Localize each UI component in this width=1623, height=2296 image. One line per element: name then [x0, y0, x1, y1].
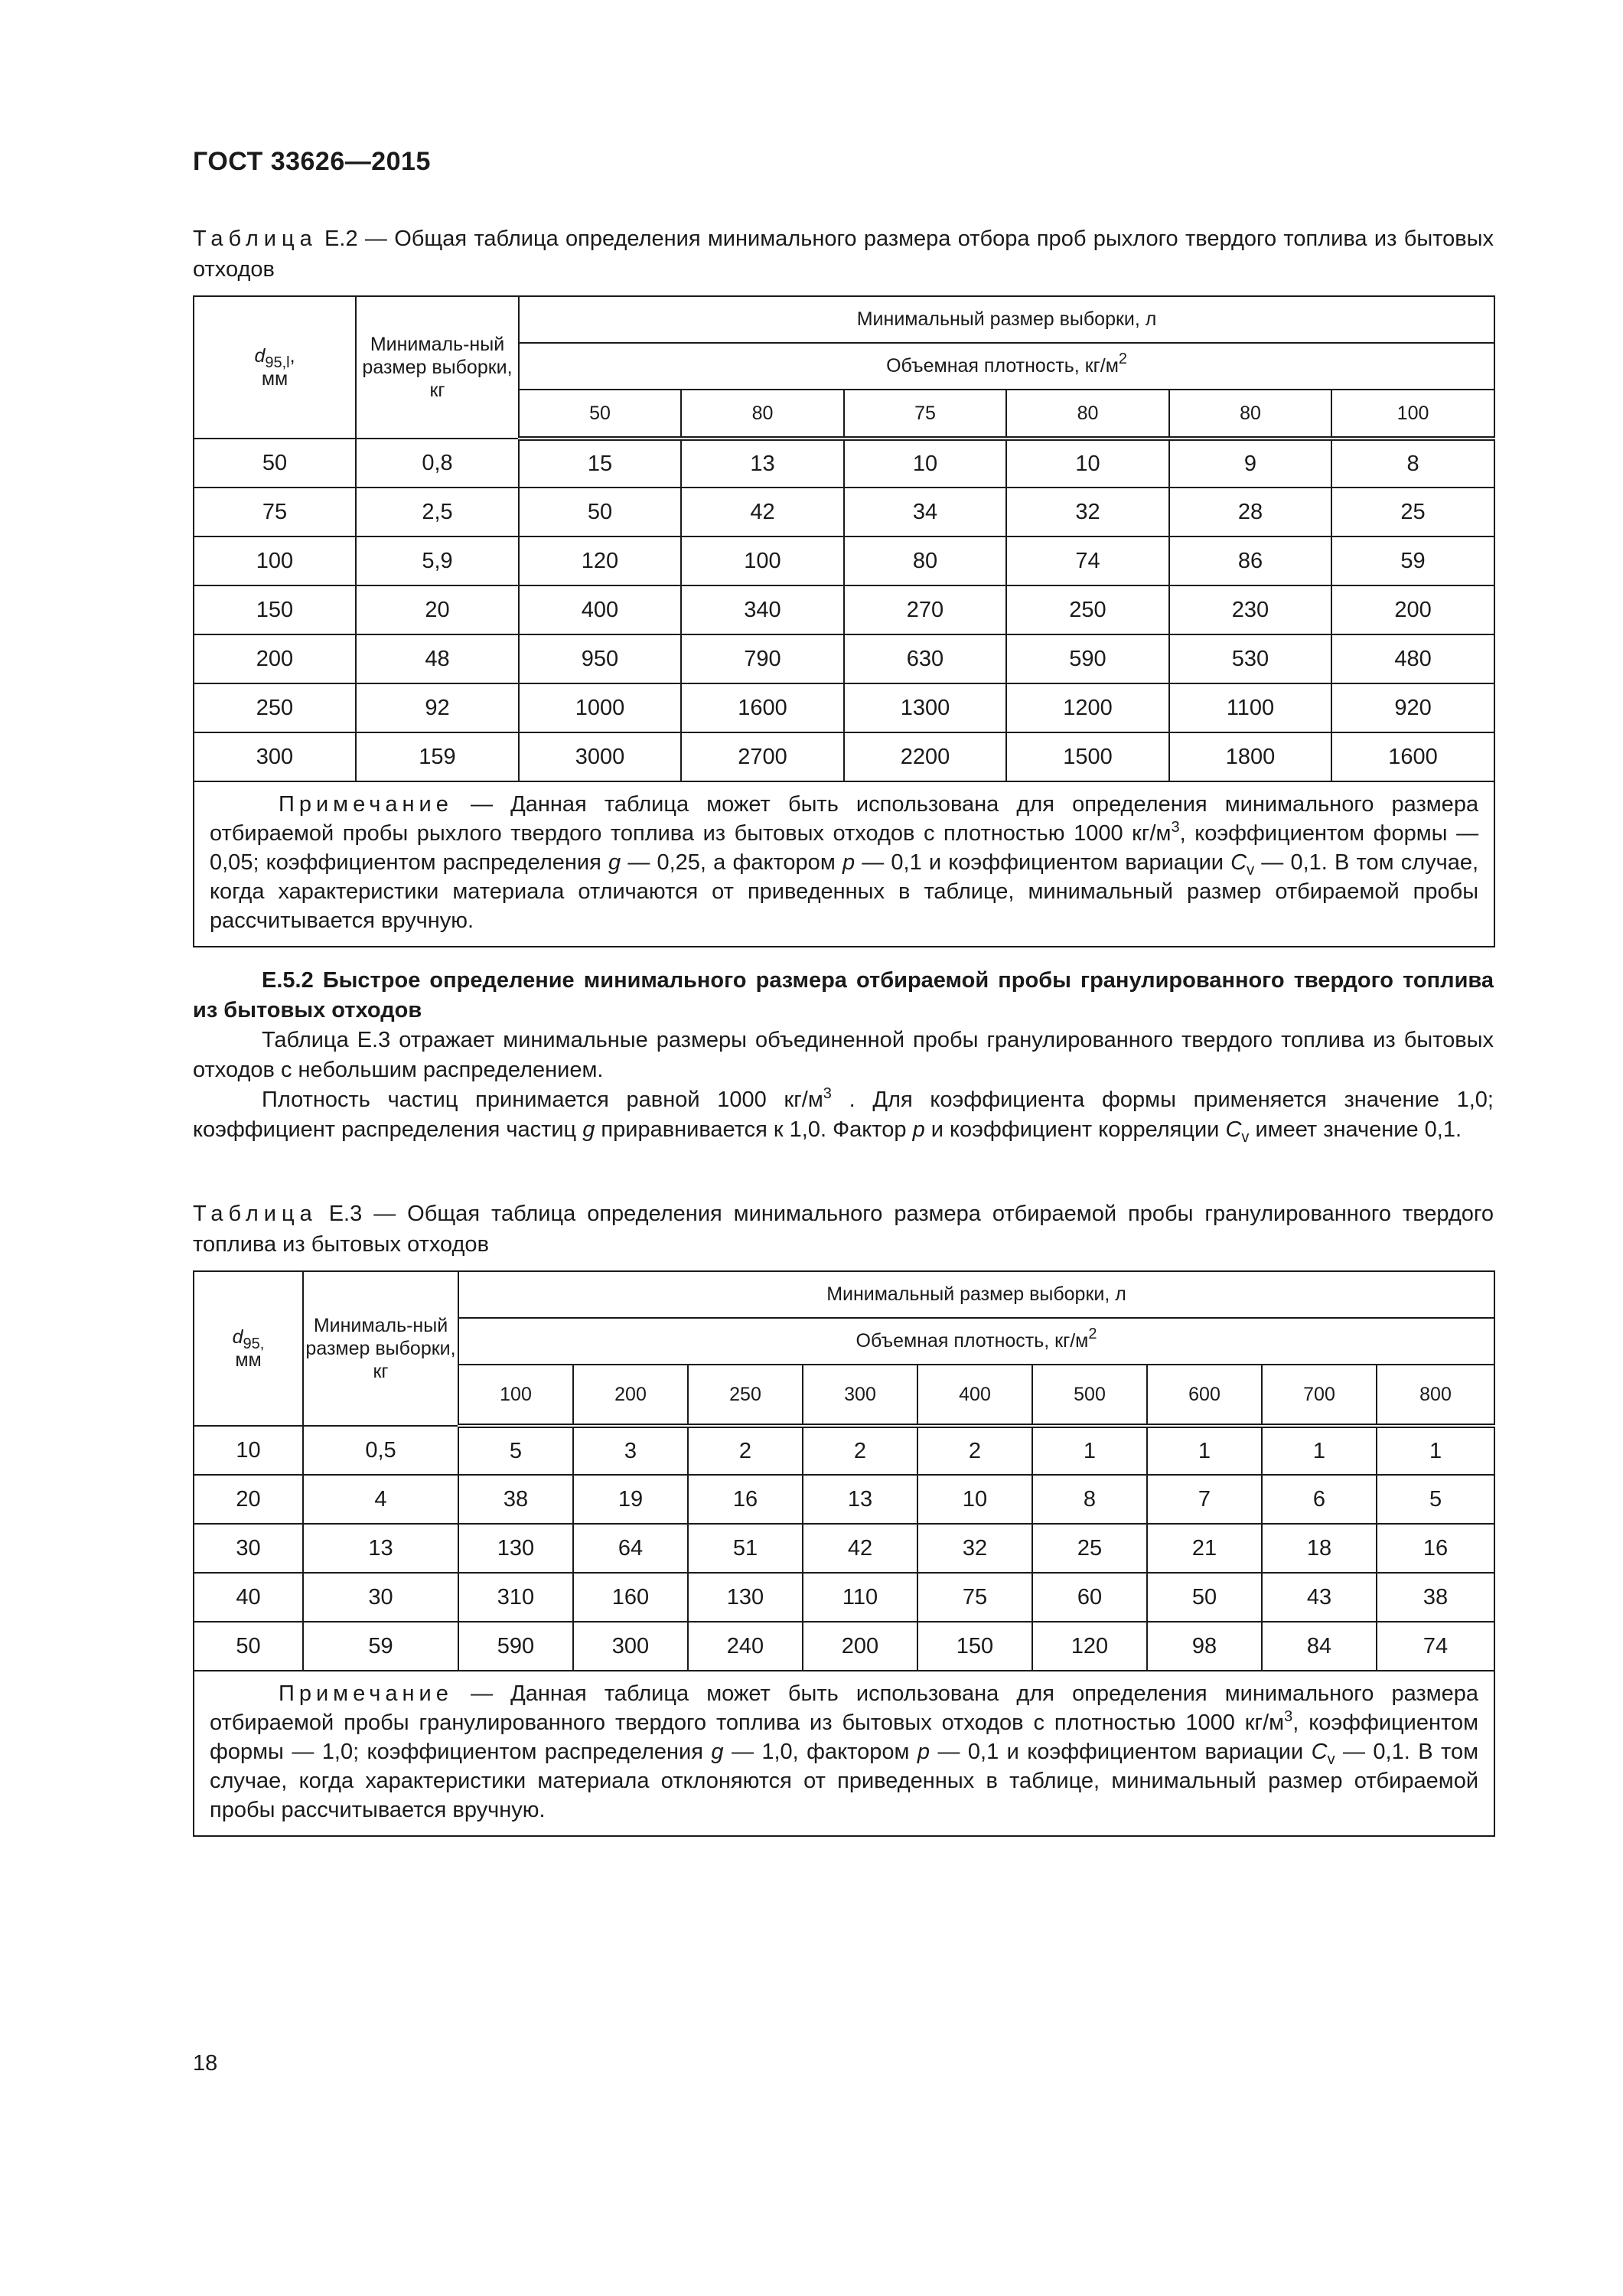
table-cell: 86 — [1169, 536, 1331, 585]
table-cell: 200 — [194, 634, 356, 683]
table-row — [194, 1475, 1494, 1524]
table-e3-density-value: 200 — [573, 1365, 688, 1426]
table-e2-density-value: 80 — [681, 390, 844, 439]
table-cell: 59 — [1331, 536, 1494, 585]
table-e3-density-value: 250 — [688, 1365, 803, 1426]
table-e3-density-header: Объемная плотность, $кг/м^2$ — [458, 1318, 1494, 1365]
table-cell: 75 — [194, 488, 356, 536]
table-cell: 34 — [844, 488, 1006, 536]
table-cell: 98 — [1147, 1622, 1262, 1671]
table-cell: 1300 — [844, 683, 1006, 732]
table-cell: 13 — [803, 1475, 917, 1524]
table-cell: 480 — [1331, 634, 1494, 683]
table-cell: 2 — [688, 1426, 803, 1475]
document-code: ГОСТ 33626—2015 — [193, 147, 431, 176]
table-cell: 2 — [917, 1426, 1032, 1475]
table-cell: 0,8 — [356, 439, 519, 488]
table-cell: 13 — [303, 1524, 458, 1573]
table-e2-density-value: 80 — [1006, 390, 1169, 439]
table-e3-caption-text: Е.3 — Общая таблица определения минимального размера отбираемой пробы гранулированного твердого топлива из бытовых отходов — [193, 1202, 1494, 1257]
table-cell: 74 — [1006, 536, 1169, 585]
table-cell: 10 — [917, 1475, 1032, 1524]
table-cell: 32 — [917, 1524, 1032, 1573]
table-cell: 42 — [803, 1524, 917, 1573]
table-cell: 1600 — [681, 683, 844, 732]
table-cell: 950 — [519, 634, 681, 683]
table-cell: 310 — [458, 1573, 573, 1622]
table-cell: 1 — [1377, 1426, 1494, 1475]
table-cell: 400 — [519, 585, 681, 634]
table-cell: 51 — [688, 1524, 803, 1573]
table-row — [194, 1573, 1494, 1622]
table-cell: 5,9 — [356, 536, 519, 585]
table-cell: 50 — [194, 439, 356, 488]
table-cell: 5 — [1377, 1475, 1494, 1524]
table-cell: 530 — [1169, 634, 1331, 683]
table-cell: 2200 — [844, 732, 1006, 781]
table-cell: 5 — [458, 1426, 573, 1475]
table-e3-density-value: 700 — [1262, 1365, 1377, 1426]
table-cell: 64 — [573, 1524, 688, 1573]
table-cell: 790 — [681, 634, 844, 683]
table-cell: 200 — [803, 1622, 917, 1671]
table-cell: 2700 — [681, 732, 844, 781]
table-e2-group-header: Минимальный размер выборки, л — [519, 296, 1494, 343]
table-cell: 48 — [356, 634, 519, 683]
table-e3-density-value: 500 — [1032, 1365, 1147, 1426]
table-cell: 28 — [1169, 488, 1331, 536]
table-cell: 2 — [803, 1426, 917, 1475]
table-cell: 43 — [1262, 1573, 1377, 1622]
table-cell: 50 — [519, 488, 681, 536]
table-cell: 0,5 — [303, 1426, 458, 1475]
table-cell: 3000 — [519, 732, 681, 781]
table-cell: 6 — [1262, 1475, 1377, 1524]
table-e3-density-value: 300 — [803, 1365, 917, 1426]
table-cell: 920 — [1331, 683, 1494, 732]
table-row — [194, 536, 1494, 585]
table-cell: 150 — [194, 585, 356, 634]
table-e3-density-value: 600 — [1147, 1365, 1262, 1426]
table-cell: 59 — [303, 1622, 458, 1671]
table-row — [194, 488, 1494, 536]
table-e2 — [193, 295, 1495, 947]
table-cell: 13 — [681, 439, 844, 488]
table-e3-col2-header: Минималь-ный размер выборки, кг — [303, 1271, 458, 1426]
table-cell: 200 — [1331, 585, 1494, 634]
table-cell: 20 — [194, 1475, 303, 1524]
table-cell: 130 — [458, 1524, 573, 1573]
table-cell: 1000 — [519, 683, 681, 732]
table-cell: 4 — [303, 1475, 458, 1524]
table-cell: 300 — [194, 732, 356, 781]
table-cell: 15 — [519, 439, 681, 488]
table-cell: 1100 — [1169, 683, 1331, 732]
table-cell: 38 — [1377, 1573, 1494, 1622]
table-cell: 160 — [573, 1573, 688, 1622]
table-cell: 32 — [1006, 488, 1169, 536]
table-e2-caption — [193, 223, 1494, 285]
table-cell: 30 — [303, 1573, 458, 1622]
table-cell: 92 — [356, 683, 519, 732]
table-cell: 8 — [1331, 439, 1494, 488]
table-row — [194, 439, 1494, 488]
table-cell: 1 — [1147, 1426, 1262, 1475]
table-cell: 50 — [194, 1622, 303, 1671]
table-cell: 10 — [1006, 439, 1169, 488]
table-e2-density-value: 80 — [1169, 390, 1331, 439]
table-row — [194, 585, 1494, 634]
table-e3-body — [194, 1426, 1494, 1671]
table-cell: 16 — [688, 1475, 803, 1524]
table-cell: 8 — [1032, 1475, 1147, 1524]
table-cell: 21 — [1147, 1524, 1262, 1573]
table-cell: 240 — [688, 1622, 803, 1671]
table-cell: 1 — [1262, 1426, 1377, 1475]
table-cell: 10 — [844, 439, 1006, 488]
table-cell: 250 — [1006, 585, 1169, 634]
table-row — [194, 683, 1494, 732]
table-e3-col1-header: $d_{95,}$ мм — [194, 1271, 303, 1426]
section-heading: Е.5.2 Быстрое определение минимального размера отбираемой пробы гранулированного твердого топлива из бытовых отходов — [193, 968, 1494, 1022]
table-cell: 16 — [1377, 1524, 1494, 1573]
table-cell: 300 — [573, 1622, 688, 1671]
table-cell: 3 — [573, 1426, 688, 1475]
table-cell: 42 — [681, 488, 844, 536]
table-cell: 30 — [194, 1524, 303, 1573]
table-cell: 9 — [1169, 439, 1331, 488]
table-cell: 1800 — [1169, 732, 1331, 781]
table-cell: 590 — [458, 1622, 573, 1671]
page-number: 18 — [193, 2051, 218, 2076]
table-e2-density-value: 75 — [844, 390, 1006, 439]
table-e2-caption-text: Е.2 — Общая таблица определения минимального размера отбора проб рыхлого твердого топлива из бытовых отходов — [193, 227, 1494, 282]
table-cell: 75 — [917, 1573, 1032, 1622]
table-e2-density-header: Объемная плотность, $кг/м^2$ — [519, 343, 1494, 390]
section-paragraph-2: Плотность частиц принимается равной 1000 $кг/м^3$ . Для коэффициента формы применяется значение 1,0; коэффициент распределения частиц g приравнивается к 1,0. Фактор p и коэффициент корреляции $C_v$ имеет значение 0,1. — [193, 1085, 1494, 1146]
table-cell: 1600 — [1331, 732, 1494, 781]
table-cell: 25 — [1032, 1524, 1147, 1573]
table-cell: 120 — [1032, 1622, 1147, 1671]
table-e2-density-value: 50 — [519, 390, 681, 439]
table-e3-caption-word: Таблица — [193, 1202, 318, 1226]
table-cell: 2,5 — [356, 488, 519, 536]
table-row — [194, 732, 1494, 781]
table-cell: 38 — [458, 1475, 573, 1524]
table-cell: 20 — [356, 585, 519, 634]
table-cell: 120 — [519, 536, 681, 585]
table-cell: 590 — [1006, 634, 1169, 683]
table-cell: 270 — [844, 585, 1006, 634]
table-e3-density-value: 100 — [458, 1365, 573, 1426]
table-cell: 110 — [803, 1573, 917, 1622]
table-e2-caption-word: Таблица — [193, 227, 318, 251]
table-cell: 50 — [1147, 1573, 1262, 1622]
table-cell: 19 — [573, 1475, 688, 1524]
table-cell: 100 — [681, 536, 844, 585]
table-cell: 60 — [1032, 1573, 1147, 1622]
table-cell: 25 — [1331, 488, 1494, 536]
table-cell: 100 — [194, 536, 356, 585]
section-e52 — [193, 966, 1494, 1145]
table-e3-caption — [193, 1199, 1494, 1260]
table-cell: 1200 — [1006, 683, 1169, 732]
table-e2-col2-header: Минималь-ный размер выборки, кг — [356, 296, 519, 439]
table-e2-col1-header: $d_{95,l}$, мм — [194, 296, 356, 439]
table-cell: 630 — [844, 634, 1006, 683]
table-row — [194, 1524, 1494, 1573]
table-e2-density-value: 100 — [1331, 390, 1494, 439]
table-row — [194, 634, 1494, 683]
section-paragraph-1: Таблица Е.3 отражает минимальные размеры объединенной пробы гранулированного твердого топлива из бытовых отходов с небольшим распределением. — [193, 1028, 1494, 1082]
table-cell: 18 — [1262, 1524, 1377, 1573]
table-cell: 250 — [194, 683, 356, 732]
table-e3-group-header: Минимальный размер выборки, л — [458, 1271, 1494, 1318]
table-cell: 230 — [1169, 585, 1331, 634]
table-cell: 10 — [194, 1426, 303, 1475]
table-e2-body — [194, 439, 1494, 781]
table-cell: 1 — [1032, 1426, 1147, 1475]
table-cell: 80 — [844, 536, 1006, 585]
table-cell: 40 — [194, 1573, 303, 1622]
table-row — [194, 1426, 1494, 1475]
table-e3-density-value: 400 — [917, 1365, 1032, 1426]
table-cell: 159 — [356, 732, 519, 781]
table-cell: 7 — [1147, 1475, 1262, 1524]
table-e3-note: Примечание — Данная таблица может быть использована для определения минимального размера отбираемой пробы гранулированного твердого топлива из бытовых отходов с плотностью 1000 $кг/м^3$, коэффициентом формы — 1,0; коэффициентом распределения g — 1,0, фактором p — 0,1 и коэффициентом вариации $C_v$ — 0,1. В том случае, когда характеристики материала отклоняются от приведенных в таблице, минимальный размер отбираемой пробы рассчитывается вручную. — [194, 1671, 1494, 1836]
table-e3 — [193, 1270, 1495, 1837]
table-cell: 340 — [681, 585, 844, 634]
table-cell: 1500 — [1006, 732, 1169, 781]
table-cell: 150 — [917, 1622, 1032, 1671]
table-cell: 130 — [688, 1573, 803, 1622]
table-row — [194, 1622, 1494, 1671]
table-cell: 74 — [1377, 1622, 1494, 1671]
table-e3-density-value: 800 — [1377, 1365, 1494, 1426]
table-cell: 84 — [1262, 1622, 1377, 1671]
table-e2-note: Примечание — Данная таблица может быть использована для определения минимального размера отбираемой пробы рыхлого твердого топлива из бытовых отходов с плотностью 1000 $кг/м^3$, коэффициентом формы — 0,05; коэффициентом распределения g — 0,25, а фактором p — 0,1 и коэффициентом вариации $C_v$ — 0,1. В том случае, когда характеристики материала отличаются от приведенных в таблице, минимальный размер отбираемой пробы рассчитывается вручную. — [194, 781, 1494, 947]
